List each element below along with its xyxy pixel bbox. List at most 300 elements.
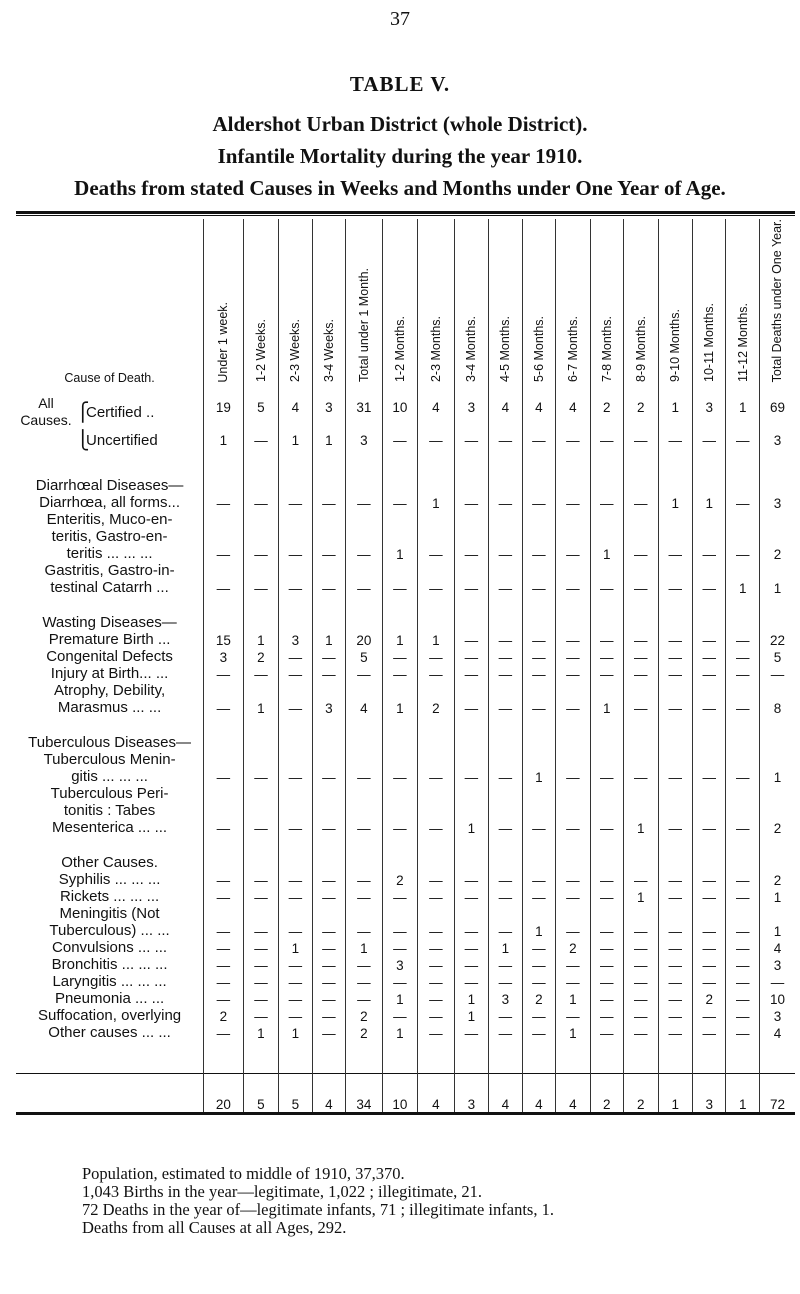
value-cell: — <box>279 665 312 682</box>
cause-label-line: Enteritis, Muco-en- <box>46 511 173 529</box>
value-cell: — <box>726 939 759 956</box>
value-cell: — <box>658 751 692 785</box>
empty-cell <box>556 1041 590 1074</box>
value-cell: — <box>243 871 279 888</box>
value-cell: — <box>279 785 312 836</box>
cause-label-line: teritis, Gastro-en- <box>51 528 168 546</box>
empty-cell <box>418 716 455 751</box>
value-cell: — <box>522 1007 555 1024</box>
value-cell: — <box>658 429 692 451</box>
value-cell: — <box>726 1024 759 1041</box>
value-cell: — <box>346 990 383 1007</box>
period-header-label: 11-12 Months. <box>735 303 750 383</box>
value-cell: 3 <box>693 385 726 429</box>
value-cell: 1 <box>556 990 590 1007</box>
value-cell: — <box>624 511 658 562</box>
value-cell: — <box>312 751 345 785</box>
value-cell: — <box>693 648 726 665</box>
value-cell: — <box>312 990 345 1007</box>
value-cell: — <box>658 631 692 648</box>
value-cell: — <box>312 888 345 905</box>
empty-cell <box>556 716 590 751</box>
value-cell: — <box>693 429 726 451</box>
value-cell: — <box>489 1007 522 1024</box>
period-header-label: 6-7 Months. <box>565 316 580 383</box>
section-heading: Diarrhœal Diseases— <box>35 477 184 495</box>
value-cell: 3 <box>454 385 488 429</box>
cause-row <box>16 785 795 836</box>
value-cell: 69 <box>759 385 795 429</box>
value-cell: 22 <box>759 631 795 648</box>
value-cell: 3 <box>759 494 795 511</box>
value-cell: 10 <box>382 1074 418 1114</box>
value-cell: — <box>346 973 383 990</box>
value-cell: — <box>658 648 692 665</box>
district-title: Aldershot Urban District (whole District). <box>212 112 588 136</box>
empty-cell <box>312 596 345 631</box>
value-cell: — <box>454 871 488 888</box>
cause-row <box>16 562 795 596</box>
period-column-header <box>624 219 658 385</box>
value-cell: — <box>693 939 726 956</box>
cause-label-line: gitis ... ... ... <box>71 768 148 786</box>
value-cell: 3 <box>759 1007 795 1024</box>
value-cell: 1 <box>204 429 244 451</box>
page-number: 37 <box>390 8 410 30</box>
period-header-label: 9-10 Months. <box>668 309 683 383</box>
empty-cell <box>658 1041 692 1074</box>
value-cell: — <box>279 871 312 888</box>
value-cell: — <box>454 956 488 973</box>
value-cell: — <box>658 785 692 836</box>
empty-cell <box>346 716 383 751</box>
value-cell: — <box>624 973 658 990</box>
all-causes-label-cell <box>16 385 204 429</box>
value-cell: — <box>590 648 623 665</box>
value-cell: — <box>454 494 488 511</box>
cause-label-line: Meningitis (Not <box>59 905 160 923</box>
value-cell: 1 <box>726 562 759 596</box>
cause-label-cell: Diarrhœa, all forms... <box>39 494 180 512</box>
empty-cell <box>759 1041 795 1074</box>
period-header-label: Under 1 week. <box>216 301 231 383</box>
value-cell: — <box>382 562 418 596</box>
value-cell: — <box>726 905 759 939</box>
empty-cell <box>658 451 692 494</box>
value-cell: 1 <box>489 939 522 956</box>
value-cell: 4 <box>312 1074 345 1114</box>
empty-cell <box>726 716 759 751</box>
period-column-header <box>759 219 795 385</box>
value-cell: 4 <box>759 939 795 956</box>
period-header-label: 3-4 Weeks. <box>321 319 336 383</box>
value-cell: — <box>204 682 244 716</box>
value-cell: 8 <box>759 682 795 716</box>
value-cell: — <box>590 751 623 785</box>
empty-cell <box>346 451 383 494</box>
period-column-header <box>243 219 279 385</box>
value-cell: — <box>312 973 345 990</box>
value-cell: 4 <box>759 1024 795 1041</box>
value-cell: — <box>312 511 345 562</box>
value-cell: — <box>346 956 383 973</box>
value-cell: 1 <box>312 631 345 648</box>
value-cell: — <box>556 905 590 939</box>
value-cell: 1 <box>454 1007 488 1024</box>
value-cell: — <box>454 511 488 562</box>
cause-row <box>16 905 795 939</box>
value-cell: — <box>556 682 590 716</box>
value-cell: — <box>382 648 418 665</box>
cause-column-header: Cause of Death. <box>64 371 155 386</box>
all-causes-row <box>16 429 795 451</box>
value-cell: — <box>590 939 623 956</box>
cause-label-line: Tuberculous Peri- <box>50 785 169 803</box>
value-cell: — <box>693 511 726 562</box>
section-heading-row <box>16 451 795 494</box>
value-cell: — <box>522 648 555 665</box>
cause-label-line: Tuberculous) ... ... <box>49 922 170 940</box>
value-cell: — <box>346 751 383 785</box>
value-cell: 1 <box>624 888 658 905</box>
value-cell: — <box>489 648 522 665</box>
value-cell: — <box>346 785 383 836</box>
value-cell: — <box>204 562 244 596</box>
period-header-label: 7-8 Months. <box>599 316 614 383</box>
value-cell: — <box>346 871 383 888</box>
value-cell: 1 <box>454 990 488 1007</box>
cause-row <box>16 682 795 716</box>
value-cell: 5 <box>759 648 795 665</box>
subtitle: Infantile Mortality during the year 1910. <box>217 144 583 168</box>
value-cell: — <box>418 785 455 836</box>
value-cell: 3 <box>382 956 418 973</box>
value-cell: — <box>658 956 692 973</box>
value-cell: — <box>243 973 279 990</box>
value-cell: — <box>279 751 312 785</box>
value-cell: — <box>418 562 455 596</box>
empty-cell <box>624 836 658 871</box>
value-cell: — <box>454 429 488 451</box>
value-cell: — <box>693 956 726 973</box>
value-cell: — <box>489 429 522 451</box>
value-cell: 5 <box>243 1074 279 1114</box>
value-cell: 3 <box>489 990 522 1007</box>
cause-row <box>16 956 795 973</box>
value-cell: 1 <box>522 905 555 939</box>
value-cell: 1 <box>658 385 692 429</box>
empty-cell <box>759 716 795 751</box>
period-column-header <box>346 219 383 385</box>
value-cell: 5 <box>346 648 383 665</box>
section-heading-row <box>16 836 795 871</box>
value-cell: — <box>624 956 658 973</box>
value-cell: — <box>279 905 312 939</box>
period-column-header <box>693 219 726 385</box>
empty-cell <box>489 716 522 751</box>
value-cell: — <box>522 631 555 648</box>
cause-label-line: testinal Catarrh ... <box>50 579 169 597</box>
cause-row <box>16 973 795 990</box>
value-cell: 4 <box>522 385 555 429</box>
cause-label-line: Gastritis, Gastro-in- <box>44 562 175 580</box>
empty-cell <box>454 836 488 871</box>
value-cell: — <box>382 751 418 785</box>
cause-label-cell <box>16 785 204 836</box>
period-column-header <box>454 219 488 385</box>
value-cell: — <box>312 665 345 682</box>
value-cell: — <box>624 751 658 785</box>
value-cell: 3 <box>759 956 795 973</box>
value-cell: — <box>454 665 488 682</box>
table-label: TABLE V. <box>349 72 451 96</box>
value-cell: — <box>204 785 244 836</box>
value-cell: — <box>382 939 418 956</box>
empty-cell <box>759 836 795 871</box>
value-cell: 2 <box>243 648 279 665</box>
value-cell: — <box>243 939 279 956</box>
value-cell: — <box>204 956 244 973</box>
value-cell: 1 <box>759 888 795 905</box>
period-column-header <box>418 219 455 385</box>
value-cell: 2 <box>624 1074 658 1114</box>
cause-row <box>16 990 795 1007</box>
value-cell: 1 <box>243 682 279 716</box>
value-cell: 1 <box>759 562 795 596</box>
empty-cell <box>346 1041 383 1074</box>
value-cell: — <box>693 973 726 990</box>
value-cell: — <box>624 1024 658 1041</box>
value-cell: — <box>759 665 795 682</box>
empty-cell <box>590 451 623 494</box>
value-cell: 31 <box>346 385 383 429</box>
value-cell: — <box>243 494 279 511</box>
period-header-label: Total Deaths under One Year. <box>770 219 785 383</box>
empty-cell <box>418 451 455 494</box>
value-cell: — <box>590 905 623 939</box>
empty-cell <box>693 836 726 871</box>
value-cell: 1 <box>693 494 726 511</box>
value-cell: 20 <box>204 1074 244 1114</box>
cause-label-cell: Rickets ... ... ... <box>59 888 160 906</box>
value-cell: 4 <box>418 1074 455 1114</box>
value-cell: — <box>658 682 692 716</box>
empty-cell <box>382 1041 418 1074</box>
value-cell: — <box>590 1024 623 1041</box>
value-cell: — <box>489 494 522 511</box>
value-cell: 3 <box>312 682 345 716</box>
value-cell: — <box>312 956 345 973</box>
value-cell: 2 <box>382 871 418 888</box>
value-cell: 5 <box>279 1074 312 1114</box>
all-causes-label: All Causes. <box>20 395 72 429</box>
value-cell: — <box>658 1007 692 1024</box>
empty-cell <box>522 1041 555 1074</box>
value-cell: 1 <box>382 682 418 716</box>
value-cell: 10 <box>382 385 418 429</box>
cause-label-cell: Laryngitis ... ... ... <box>52 973 167 991</box>
period-header-label: 10-11 Months. <box>702 303 717 383</box>
spacer-row <box>16 1041 795 1074</box>
value-cell: — <box>382 973 418 990</box>
value-cell: — <box>489 682 522 716</box>
value-cell: — <box>312 562 345 596</box>
value-cell: — <box>522 682 555 716</box>
value-cell: — <box>693 871 726 888</box>
footnotes <box>82 1165 554 1237</box>
value-cell: 3 <box>759 429 795 451</box>
value-cell: — <box>382 1007 418 1024</box>
empty-cell <box>624 451 658 494</box>
value-cell: — <box>204 871 244 888</box>
value-cell: — <box>243 429 279 451</box>
value-cell: 3 <box>454 1074 488 1114</box>
value-cell: — <box>418 956 455 973</box>
value-cell: — <box>346 562 383 596</box>
value-cell: — <box>279 562 312 596</box>
value-cell: — <box>726 494 759 511</box>
value-cell: — <box>658 905 692 939</box>
value-cell: — <box>346 494 383 511</box>
value-cell: — <box>590 665 623 682</box>
value-cell: — <box>346 665 383 682</box>
value-cell: — <box>204 973 244 990</box>
cause-label-line: Marasmus ... ... <box>57 699 162 717</box>
value-cell: — <box>418 990 455 1007</box>
value-cell: — <box>489 785 522 836</box>
section-heading-row <box>16 716 795 751</box>
value-cell: — <box>590 1007 623 1024</box>
value-cell: — <box>346 511 383 562</box>
cause-label-cell <box>16 682 204 716</box>
value-cell: — <box>279 888 312 905</box>
empty-cell <box>489 451 522 494</box>
empty-cell <box>624 596 658 631</box>
value-cell: — <box>418 939 455 956</box>
value-cell: 1 <box>279 429 312 451</box>
certification-label: Uncertified <box>86 431 158 449</box>
mortality-table <box>16 219 795 1115</box>
empty-cell <box>590 716 623 751</box>
value-cell: — <box>454 905 488 939</box>
value-cell: — <box>726 648 759 665</box>
population-note: Population, estimated to middle of 1910, 37,370. <box>82 1164 405 1183</box>
period-column-header <box>279 219 312 385</box>
section-heading-row <box>16 596 795 631</box>
value-cell: — <box>418 1024 455 1041</box>
value-cell: — <box>726 682 759 716</box>
value-cell: 1 <box>279 939 312 956</box>
empty-cell <box>243 836 279 871</box>
empty-cell <box>204 451 244 494</box>
value-cell: — <box>556 1007 590 1024</box>
value-cell: — <box>556 665 590 682</box>
empty-cell <box>418 596 455 631</box>
value-cell: — <box>522 562 555 596</box>
value-cell: — <box>489 751 522 785</box>
value-cell: — <box>489 1024 522 1041</box>
value-cell: — <box>556 511 590 562</box>
value-cell: — <box>693 631 726 648</box>
empty-cell <box>489 836 522 871</box>
cause-row <box>16 631 795 648</box>
empty-cell <box>382 596 418 631</box>
empty-cell <box>382 836 418 871</box>
value-cell: — <box>243 751 279 785</box>
value-cell: — <box>658 990 692 1007</box>
value-cell: 4 <box>489 1074 522 1114</box>
value-cell: — <box>279 1007 312 1024</box>
value-cell: — <box>726 429 759 451</box>
value-cell: — <box>382 888 418 905</box>
value-cell: 72 <box>759 1074 795 1114</box>
period-header-label: 2-3 Weeks. <box>288 319 303 383</box>
value-cell: — <box>624 429 658 451</box>
value-cell: 1 <box>522 751 555 785</box>
empty-cell <box>726 451 759 494</box>
period-header-label: 1-2 Months. <box>392 316 407 383</box>
empty-cell <box>279 451 312 494</box>
value-cell: — <box>624 1007 658 1024</box>
value-cell: 2 <box>759 511 795 562</box>
period-column-header <box>590 219 623 385</box>
cause-label-cell: Syphilis ... ... ... <box>58 871 161 889</box>
empty-cell <box>243 1041 279 1074</box>
value-cell: 4 <box>556 385 590 429</box>
value-cell: — <box>279 973 312 990</box>
value-cell: — <box>204 990 244 1007</box>
value-cell: 1 <box>382 990 418 1007</box>
cause-label-line: Tuberculous Menin- <box>43 751 176 769</box>
value-cell: 20 <box>346 631 383 648</box>
cause-label-line: Atrophy, Debility, <box>53 682 166 700</box>
value-cell: — <box>204 888 244 905</box>
cause-row <box>16 751 795 785</box>
value-cell: — <box>556 429 590 451</box>
value-cell: — <box>279 648 312 665</box>
value-cell: — <box>590 631 623 648</box>
empty-cell <box>726 836 759 871</box>
value-cell: 34 <box>346 1074 383 1114</box>
value-cell: 2 <box>346 1024 383 1041</box>
value-cell: — <box>759 973 795 990</box>
empty-cell <box>454 596 488 631</box>
value-cell: — <box>658 871 692 888</box>
value-cell: — <box>522 939 555 956</box>
value-cell: — <box>693 905 726 939</box>
cause-row <box>16 648 795 665</box>
value-cell: — <box>454 1024 488 1041</box>
value-cell: 4 <box>556 1074 590 1114</box>
period-column-header <box>312 219 345 385</box>
value-cell: — <box>489 973 522 990</box>
value-cell: 1 <box>454 785 488 836</box>
cause-label-cell: Convulsions ... ... <box>52 939 168 957</box>
value-cell: — <box>489 888 522 905</box>
empty-cell <box>556 836 590 871</box>
value-cell: 1 <box>418 631 455 648</box>
value-cell: — <box>418 751 455 785</box>
value-cell: 2 <box>624 385 658 429</box>
value-cell: 3 <box>204 648 244 665</box>
value-cell: — <box>522 1024 555 1041</box>
empty-cell <box>624 1041 658 1074</box>
value-cell: — <box>726 956 759 973</box>
cause-label-cell: Other causes ... ... <box>48 1024 171 1042</box>
value-cell: — <box>489 562 522 596</box>
value-cell: — <box>693 1007 726 1024</box>
all-causes-label-cell <box>16 429 204 451</box>
